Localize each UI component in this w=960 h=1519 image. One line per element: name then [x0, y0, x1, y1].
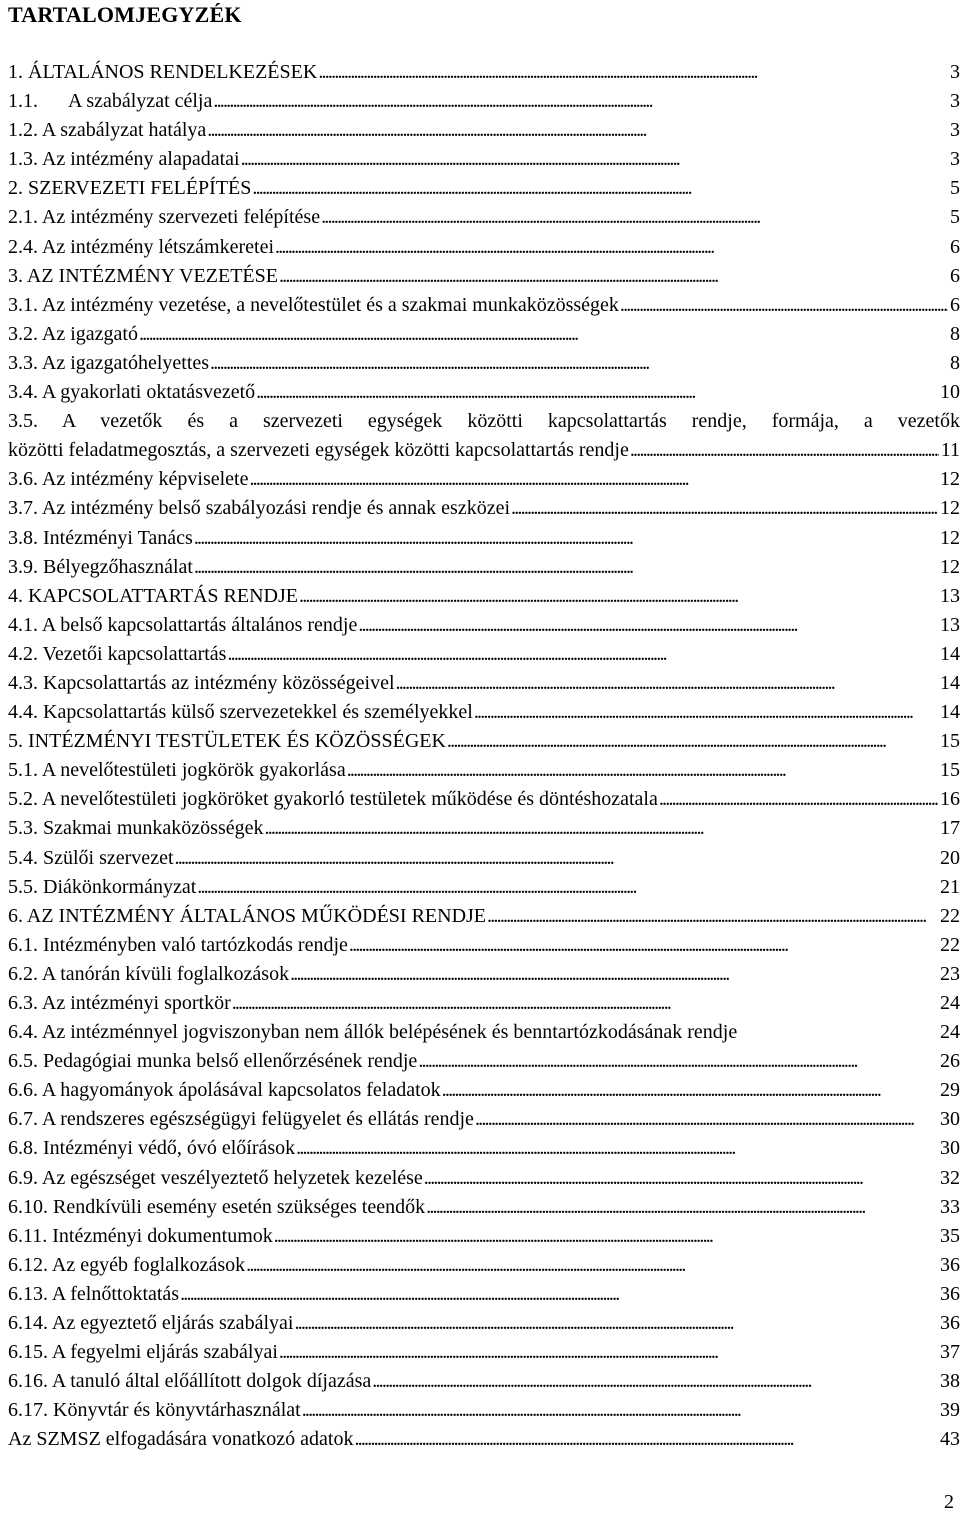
toc-entry-text: 5.4. Szülői szervezet — [8, 846, 174, 869]
toc-entry-text: 6.15. A fegyelmi eljárás szabályai — [8, 1341, 278, 1364]
toc-entry-text: 1.2. A szabályzat hatálya — [8, 119, 207, 142]
toc-entry-page: 3 — [950, 148, 960, 171]
page-title: TARTALOMJEGYZÉK — [8, 2, 242, 27]
dot-leader — [256, 378, 938, 407]
toc-entry[interactable] — [8, 378, 960, 407]
toc-entry[interactable] — [8, 1425, 960, 1454]
toc-entry-text: 4. KAPCSOLATTARTÁS RENDJE — [8, 584, 298, 607]
toc-entry-text: 6.5. Pedagógiai munka belső ellenőrzésének rendje — [8, 1050, 418, 1073]
dot-leader — [347, 756, 938, 785]
toc-entry[interactable] — [8, 1280, 960, 1309]
dot-leader — [418, 1047, 938, 1076]
toc-entry[interactable] — [8, 203, 960, 232]
toc-entry[interactable] — [8, 116, 960, 145]
toc-entry-page: 37 — [940, 1341, 960, 1364]
dot-leader — [358, 611, 938, 640]
dot-leader — [349, 931, 938, 960]
toc-entry[interactable] — [8, 873, 960, 902]
toc-entry-text: 5. INTÉZMÉNYI TESTÜLETEK ÉS KÖZÖSSÉGEK — [8, 730, 446, 753]
toc-entry-page: 24 — [940, 1021, 960, 1044]
dot-leader — [372, 1367, 938, 1396]
toc-entry[interactable] — [8, 1047, 960, 1076]
dot-leader — [194, 553, 938, 582]
toc-entry-page: 17 — [940, 817, 960, 840]
toc-entry-page: 12 — [940, 555, 960, 578]
toc-entry[interactable] — [8, 1076, 960, 1105]
toc-entry-page: 6 — [950, 235, 960, 258]
toc-entry-text: 1.3. Az intézmény alapadatai — [8, 148, 240, 171]
toc-entry-page: 6 — [950, 264, 960, 287]
toc-entry-text: 3.8. Intézményi Tanács — [8, 526, 193, 549]
toc-entry-page: 43 — [940, 1428, 960, 1451]
dot-leader — [302, 1396, 938, 1425]
toc-entry[interactable] — [8, 844, 960, 873]
toc-entry-text: 6.17. Könyvtár és könyvtárhasználat — [8, 1399, 301, 1422]
toc-entry-page: 26 — [940, 1050, 960, 1073]
toc-entry-text: 3.3. Az igazgatóhelyettes — [8, 351, 210, 374]
toc-entry[interactable] — [8, 1105, 960, 1134]
toc-entry[interactable] — [8, 611, 960, 640]
toc-entry-page: 15 — [940, 759, 960, 782]
toc-entry[interactable] — [8, 233, 960, 262]
toc-entry[interactable] — [8, 582, 960, 611]
toc-entry-page: 11 — [940, 439, 960, 462]
toc-entry-text: 6.10. Rendkívüli esemény esetén szükséges teendők — [8, 1195, 426, 1218]
toc-entry-page: 6 — [950, 293, 960, 316]
toc-entry-page: 5 — [950, 177, 960, 200]
toc-entry-page: 36 — [940, 1282, 960, 1305]
dot-leader — [321, 203, 948, 232]
toc-entry-page: 14 — [940, 701, 960, 724]
dot-leader — [194, 524, 938, 553]
toc-entry-text: 2. SZERVEZETI FELÉPÍTÉS — [8, 177, 252, 200]
dot-leader — [241, 145, 948, 174]
dot-leader — [426, 1193, 938, 1222]
dot-leader — [213, 87, 948, 116]
toc-entry-page: 22 — [940, 904, 960, 927]
dot-leader — [175, 844, 939, 873]
dot-leader — [265, 814, 939, 843]
toc-entry-page: 12 — [940, 497, 960, 520]
toc-entry-text: 6.7. A rendszeres egészségügyi felügyelet és ellátás rendje — [8, 1108, 474, 1131]
dot-leader — [318, 58, 948, 87]
dot-leader — [252, 174, 948, 203]
toc-entry-page: 24 — [940, 992, 960, 1014]
toc-entry-text: 6.16. A tanuló által előállított dolgok díjazása — [8, 1370, 372, 1393]
toc-entry-text: 6.4. Az intézménnyel jogviszonyban nem állók belépésének és benntartózkodásának rendje — [8, 1021, 738, 1044]
toc-entry-text: 4.3. Kapcsolattartás az intézmény közösségeivel — [8, 671, 395, 694]
toc-entry[interactable] — [8, 1309, 960, 1338]
dot-leader — [475, 1105, 938, 1134]
toc-entry-page: 22 — [940, 933, 960, 956]
toc-entry-text: 6.13. A felnőttoktatás — [8, 1282, 180, 1305]
dot-leader — [396, 669, 938, 698]
toc-entry[interactable] — [8, 989, 960, 1018]
dot-leader — [246, 1251, 938, 1280]
toc-entry-text: 6.9. Az egészséget veszélyeztető helyzetek kezelése — [8, 1166, 423, 1189]
toc-entry-text: 3.6. Az intézmény képviselete — [8, 468, 249, 491]
dot-leader — [630, 436, 939, 465]
dot-leader — [487, 902, 938, 931]
toc-entry-page: 12 — [940, 526, 960, 549]
toc-entry-page: 32 — [940, 1166, 960, 1189]
toc-entry[interactable] — [8, 58, 960, 87]
dot-leader — [354, 1425, 938, 1454]
toc-entry-page: 12 — [940, 468, 960, 491]
toc-entry-text: Az SZMSZ elfogadására vonatkozó adatok — [8, 1428, 354, 1451]
toc-entry-page: 20 — [940, 846, 960, 869]
dot-leader — [447, 727, 938, 756]
toc-entry-text: 6.3. Az intézményi sportkör — [8, 992, 231, 1014]
toc-entry[interactable] — [8, 1164, 960, 1193]
toc-entry-text: 3. AZ INTÉZMÉNY VEZETÉSE — [8, 264, 278, 287]
toc-entry-text: 6.6. A hagyományok ápolásával kapcsolatos feladatok — [8, 1079, 441, 1102]
toc-entry[interactable] — [8, 1134, 960, 1163]
toc-entry-page: 30 — [940, 1137, 960, 1160]
toc-entry-text: 6.8. Intézményi védő, óvó előírások — [8, 1137, 296, 1160]
dot-leader — [249, 465, 938, 494]
toc-entry[interactable] — [8, 465, 960, 494]
toc-entry-page: 3 — [950, 119, 960, 142]
dot-leader — [207, 116, 948, 145]
dot-leader — [474, 698, 938, 727]
toc-entry-page: 35 — [940, 1224, 960, 1247]
dot-leader — [227, 640, 938, 669]
toc-entry[interactable] — [8, 291, 960, 320]
page-number: 2 — [944, 1491, 954, 1513]
toc-entry-text: 1.1. A szabályzat célja — [8, 90, 213, 113]
toc-entry-text: 3.4. A gyakorlati oktatásvezető — [8, 381, 256, 404]
toc-entry-text: közötti feladatmegosztás, a szervezeti egységek közötti kapcsolattartás rendje — [8, 439, 629, 462]
toc-entry[interactable] — [8, 145, 960, 174]
toc-entry-page: 38 — [940, 1370, 960, 1393]
toc-entry-page: 13 — [940, 584, 960, 607]
toc-entry-text: 3.2. Az igazgató — [8, 322, 138, 345]
toc-entry-text: 5.3. Szakmai munkaközösségek — [8, 817, 264, 840]
toc-entry[interactable] — [8, 320, 960, 349]
toc-entry-text: 6.12. Az egyéb foglalkozások — [8, 1253, 246, 1276]
toc-entry-continuation — [8, 436, 960, 465]
toc-entry-text: 5.1. A nevelőtestületi jogkörök gyakorlása — [8, 759, 346, 782]
toc-entry-page: 3 — [950, 61, 960, 83]
toc-entry-page: 21 — [940, 875, 960, 898]
toc-entry-page: 15 — [940, 730, 960, 753]
toc-entry-page: 8 — [950, 322, 960, 345]
toc-entry-page: 36 — [940, 1312, 960, 1335]
toc-entry-text: 6. AZ INTÉZMÉNY ÁLTALÁNOS MŰKÖDÉSI RENDJE — [8, 904, 487, 927]
toc-entry[interactable] — [8, 931, 960, 960]
toc-entry-page: 14 — [940, 642, 960, 665]
dot-leader — [511, 494, 938, 523]
toc-entry-text: 6.14. Az egyeztető eljárás szabályai — [8, 1312, 294, 1335]
toc-entry-text: 5.2. A nevelőtestületi jogköröket gyakorló testületek működése és döntéshozatala — [8, 788, 658, 811]
dot-leader — [659, 785, 938, 814]
dot-leader — [232, 989, 938, 1018]
dot-leader — [424, 1164, 938, 1193]
toc-entry[interactable] — [8, 669, 960, 698]
toc-entry-text: 3.5. A vezetők és a szervezeti egységek közötti kapcsolattartás rendje, formája, a vezetők — [8, 410, 960, 433]
toc-entry-page: 33 — [940, 1195, 960, 1218]
toc-entry[interactable] — [8, 87, 960, 116]
toc-entry-page: 5 — [950, 206, 960, 229]
dot-leader — [210, 349, 948, 378]
toc-entry[interactable] — [8, 1251, 960, 1280]
dot-leader — [290, 960, 938, 989]
toc-entry[interactable] — [8, 698, 960, 727]
toc-entry-page: 8 — [950, 351, 960, 374]
toc-entry-text: 3.1. Az intézmény vezetése, a nevelőtestület és a szakmai munkaközösségek — [8, 293, 619, 316]
dot-leader — [620, 291, 948, 320]
dot-leader — [279, 262, 948, 291]
toc-entry-text: 4.1. A belső kapcsolattartás általános rendje — [8, 613, 358, 636]
toc-entry-multiline[interactable] — [8, 407, 960, 465]
table-of-contents — [8, 58, 960, 1455]
toc-entry-text: 3.7. Az intézmény belső szabályozási rendje és annak eszközei — [8, 497, 511, 520]
dot-leader — [442, 1076, 938, 1105]
dot-leader — [294, 1309, 938, 1338]
toc-entry[interactable] — [8, 727, 960, 756]
toc-entry[interactable] — [8, 785, 960, 814]
dot-leader — [180, 1280, 938, 1309]
toc-entry-text: 1. ÁLTALÁNOS RENDELKEZÉSEK — [8, 61, 318, 83]
toc-entry-text: 2.4. Az intézmény létszámkeretei — [8, 235, 275, 258]
toc-entry-page: 10 — [940, 381, 960, 404]
toc-entry-page: 29 — [940, 1079, 960, 1102]
toc-entry[interactable] — [8, 1018, 960, 1047]
toc-entry[interactable] — [8, 524, 960, 553]
dot-leader — [296, 1134, 938, 1163]
dot-leader — [274, 1222, 938, 1251]
toc-entry[interactable] — [8, 553, 960, 582]
toc-entry-page: 39 — [940, 1399, 960, 1422]
toc-entry-text: 4.4. Kapcsolattartás külső szervezetekkel és személyekkel — [8, 701, 473, 724]
toc-entry-text: 6.1. Intézményben való tartózkodás rendje — [8, 933, 348, 956]
toc-entry[interactable] — [8, 902, 960, 931]
toc-entry-page: 16 — [940, 788, 960, 811]
dot-leader — [139, 320, 948, 349]
toc-entry-page: 14 — [940, 671, 960, 694]
toc-entry-page: 23 — [940, 962, 960, 985]
toc-entry-page: 30 — [940, 1108, 960, 1131]
toc-entry[interactable] — [8, 1193, 960, 1222]
toc-entry[interactable] — [8, 1367, 960, 1396]
toc-entry-page: 13 — [940, 613, 960, 636]
dot-leader — [299, 582, 938, 611]
dot-leader — [197, 873, 938, 902]
dot-leader — [275, 233, 948, 262]
toc-entry[interactable] — [8, 1396, 960, 1425]
toc-entry[interactable] — [8, 960, 960, 989]
toc-entry[interactable] — [8, 262, 960, 291]
toc-entry[interactable] — [8, 1222, 960, 1251]
toc-entry-text: 6.11. Intézményi dokumentumok — [8, 1224, 273, 1247]
toc-entry[interactable] — [8, 349, 960, 378]
toc-entry[interactable] — [8, 174, 960, 203]
dot-leader — [279, 1338, 938, 1367]
toc-entry-text: 5.5. Diákönkormányzat — [8, 875, 197, 898]
toc-entry-text: 2.1. Az intézmény szervezeti felépítése — [8, 206, 321, 229]
toc-entry-text: 4.2. Vezetői kapcsolattartás — [8, 642, 227, 665]
toc-entry[interactable] — [8, 814, 960, 843]
toc-entry[interactable] — [8, 640, 960, 669]
toc-entry-text: 6.2. A tanórán kívüli foglalkozások — [8, 962, 290, 985]
toc-entry[interactable] — [8, 756, 960, 785]
toc-entry[interactable] — [8, 494, 960, 523]
toc-entry-page: 3 — [950, 90, 960, 113]
toc-entry[interactable] — [8, 1338, 960, 1367]
toc-entry-page: 36 — [940, 1253, 960, 1276]
toc-entry-text: 3.9. Bélyegzőhasználat — [8, 555, 193, 578]
